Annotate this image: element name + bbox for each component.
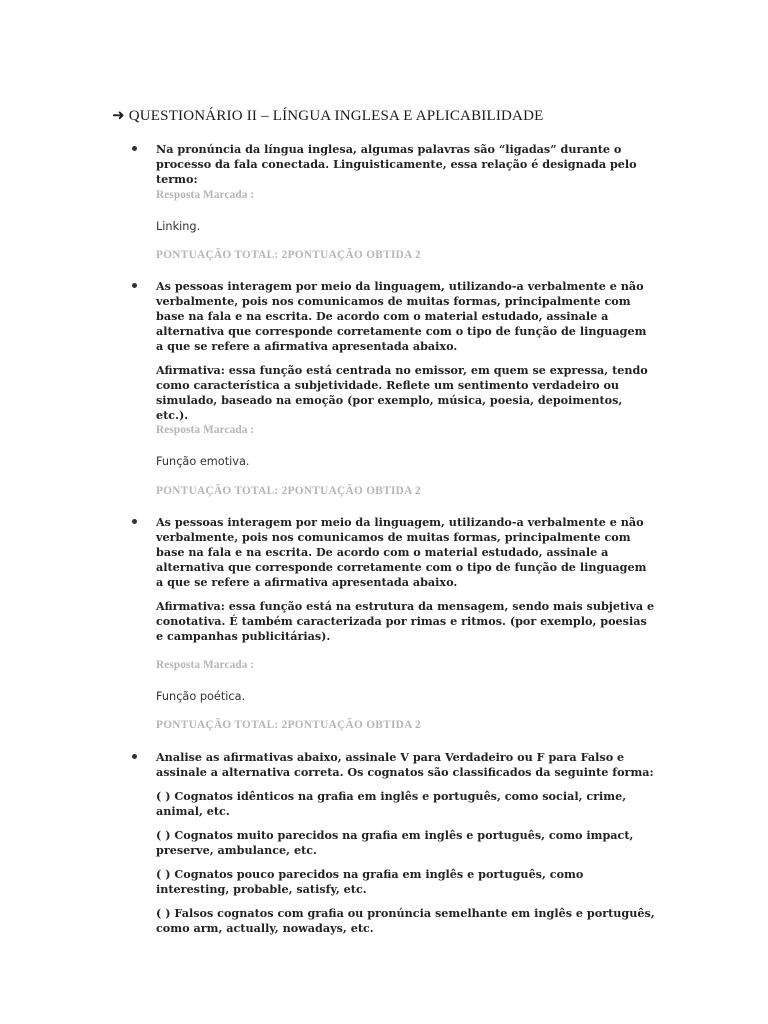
question-text: Na pronúncia da língua inglesa, algumas palavras são “ligadas” durante o processo da fala conectada. Linguisticamente, essa relação é designada pelo termo: bbox=[156, 142, 637, 186]
question-text: As pessoas interagem por meio da linguagem, utilizando-a verbalmente e não verbalmente, pois nos comunicamos de muitas formas, principalmente com base na fala e na escrita. De acordo com o material estudado, assinale a alternativa que corresponde corretamente com o tipo de função de linguagem a que se refere a afirmativa apresentada abaixo. bbox=[156, 515, 647, 589]
bullet-icon bbox=[132, 283, 137, 288]
question-item bbox=[156, 142, 656, 187]
answer-label: Resposta Marcada : bbox=[156, 659, 255, 671]
statement-3: ( ) Cognatos pouco parecidos na grafia em inglês e português, como interesting, probable, satisfy, etc. bbox=[156, 867, 584, 896]
question-item bbox=[156, 279, 656, 423]
answer-label: Resposta Marcada : bbox=[156, 424, 255, 436]
question-text: As pessoas interagem por meio da linguagem, utilizando-a verbalmente e não verbalmente, pois nos comunicamos de muitas formas, principalmente com base na fala e na escrita. De acordo com o material estudado, assinale a alternativa que corresponde corretamente com o tipo de função de linguagem a que se refere a afirmativa apresentada abaixo. bbox=[156, 279, 647, 353]
score-text: PONTUAÇÃO TOTAL: 2PONTUAÇÃO OBTIDA 2 bbox=[156, 249, 422, 261]
question-text: Analise as afirmativas abaixo, assinale V para Verdadeiro ou F para Falso e assinale a alternativa correta. Os cognatos são classificados da seguinte forma: bbox=[156, 750, 654, 779]
bullet-icon bbox=[132, 146, 137, 151]
score-text: PONTUAÇÃO TOTAL: 2PONTUAÇÃO OBTIDA 2 bbox=[156, 719, 422, 731]
answer-text: Função emotiva. bbox=[156, 455, 250, 468]
score-text: PONTUAÇÃO TOTAL: 2PONTUAÇÃO OBTIDA 2 bbox=[156, 485, 422, 497]
answer-label: Resposta Marcada : bbox=[156, 189, 255, 201]
statement-1: ( ) Cognatos idênticos na grafia em inglês e português, como social, crime, animal, etc. bbox=[156, 789, 627, 818]
answer-text: Linking. bbox=[156, 220, 201, 233]
question-item bbox=[156, 515, 656, 644]
statement-4: ( ) Falsos cognatos com grafia ou pronúncia semelhante em inglês e português, como arm, actually, nowadays, etc. bbox=[156, 906, 655, 935]
answer-text: Função poética. bbox=[156, 690, 246, 703]
bullet-icon bbox=[132, 519, 137, 524]
question-affirmative: Afirmativa: essa função está na estrutura da mensagem, sendo mais subjetiva e conotativa. É também caracterizada por rimas e ritmos. (por exemplo, poesias e campanhas publicitárias). bbox=[156, 599, 655, 643]
page-heading: ➜ QUESTIONÁRIO II – LÍNGUA INGLESA E APLICABILIDADE bbox=[112, 108, 544, 124]
question-affirmative: Afirmativa: essa função está centrada no emissor, em quem se expressa, tendo como característica a subjetividade. Reflete um sentimento verdadeiro ou simulado, baseado na emoção (por exemplo, música, poesia, depoimentos, etc.). bbox=[156, 363, 648, 422]
question-item bbox=[156, 750, 656, 936]
statement-2: ( ) Cognatos muito parecidos na grafia em inglês e português, como impact, preserve, ambulance, etc. bbox=[156, 828, 634, 857]
bullet-icon bbox=[132, 754, 137, 759]
